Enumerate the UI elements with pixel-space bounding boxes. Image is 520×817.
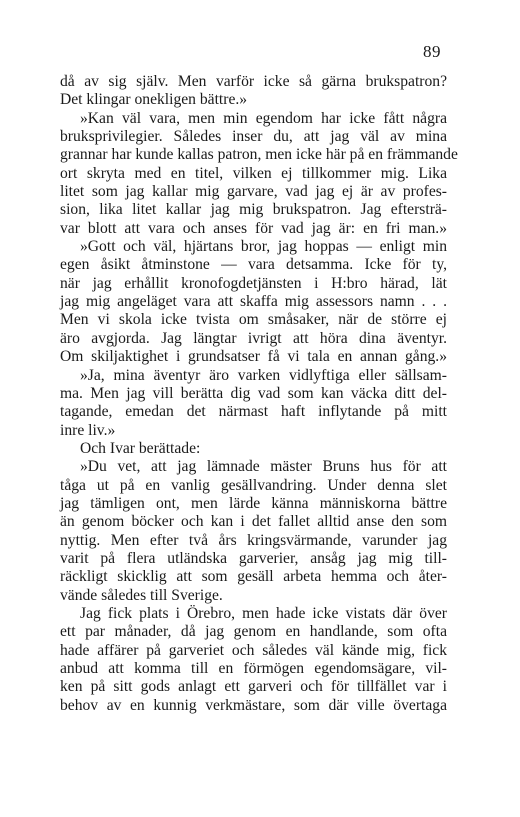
- body-text: [60, 73, 458, 715]
- text-line: tåga ut på en vanlig gesällvandring. Under denna slet: [60, 476, 447, 494]
- text-line: var blott att vara och anses för vad jag är: en fri man.»: [60, 219, 447, 237]
- text-line: grannar har kunde kallas patron, men icke här på en främmande: [60, 146, 458, 164]
- text-line: när jag erhållit kronofogdetjänsten i H:bro härad, lät: [60, 274, 447, 292]
- text-line: egen åsikt åtminstone — vara detsamma. Icke för ty,: [60, 256, 447, 274]
- text-line: sion, lika litet kallar jag mig brukspatron. Jag eftersträ-: [60, 201, 447, 219]
- text-line: litet som jag kallar mig garvare, vad jag ej är av profes-: [60, 183, 447, 201]
- text-line: jag mig angeläget vara att skaffa mig assessors namn . . .: [60, 293, 447, 311]
- text-line: Det klingar onekligen bättre.»: [60, 91, 248, 109]
- text-line: tagande, emedan det närmast haft inflytande på mitt: [60, 403, 447, 421]
- text-line: Jag fick plats i Örebro, men hade icke vistats där över: [80, 604, 447, 622]
- text-line: bruksprivilegier. Således inser du, att jag väl av mina: [60, 128, 447, 146]
- text-line: Och Ivar berättade:: [80, 439, 201, 457]
- text-line: ken på sitt gods anlagt ett garveri och för tillfället var i: [60, 678, 447, 696]
- text-line: anbud att komma till en förmögen egendomsägare, vil-: [60, 660, 447, 677]
- page-number: 89: [423, 42, 441, 61]
- text-line: räckligt skicklig att som gesäll arbeta hemma och åter-: [60, 568, 447, 586]
- text-line: vände således till Sverige.: [60, 586, 223, 604]
- text-line: ort skryta med en titel, vilken ej tillkommer mig. Lika: [60, 164, 447, 182]
- text-line: Om skiljaktighet i grundsatser få vi tala en annan gång.»: [60, 348, 447, 366]
- text-line: då av sig själv. Men varför icke så gärna brukspatron?: [60, 73, 447, 90]
- text-line: behov av en kunnig verkmästare, som där ville övertaga: [60, 696, 447, 714]
- text-line: än genom böcker och kan i det fallet alltid anse den som: [60, 513, 447, 531]
- text-line: »Du vet, att jag lämnade mäster Bruns hus för att: [80, 458, 447, 476]
- text-line: nyttig. Men efter två års kringsvärmande, varunder jag: [60, 531, 447, 549]
- text-line: jag tämligen ont, men lärde känna människorna bättre: [60, 494, 447, 512]
- text-line: äro avgjorda. Jag längtar ivrigt att höra dina äventyr.: [60, 329, 447, 347]
- text-line: ett par månader, då jag genom en handlande, som ofta: [60, 623, 447, 641]
- text-line: hade affärer på garveriet och således väl kände mig, fick: [60, 641, 447, 659]
- text-line: inre liv.»: [60, 421, 116, 439]
- text-line: »Kan väl vara, men min egendom har icke fått några: [80, 109, 447, 127]
- text-line: »Gott och väl, hjärtans bror, jag hoppas — enligt min: [80, 238, 447, 256]
- text-line: Men vi skola icke tvista om småsaker, när de större ej: [60, 311, 447, 329]
- text-line: varit på flera utländska garverier, ansåg jag mig till-: [60, 549, 447, 567]
- text-line: »Ja, mina äventyr äro varken vidlyftiga eller sällsam-: [80, 366, 447, 384]
- text-line: ma. Men jag vill berätta dig vad som kan väcka ditt del-: [60, 384, 447, 402]
